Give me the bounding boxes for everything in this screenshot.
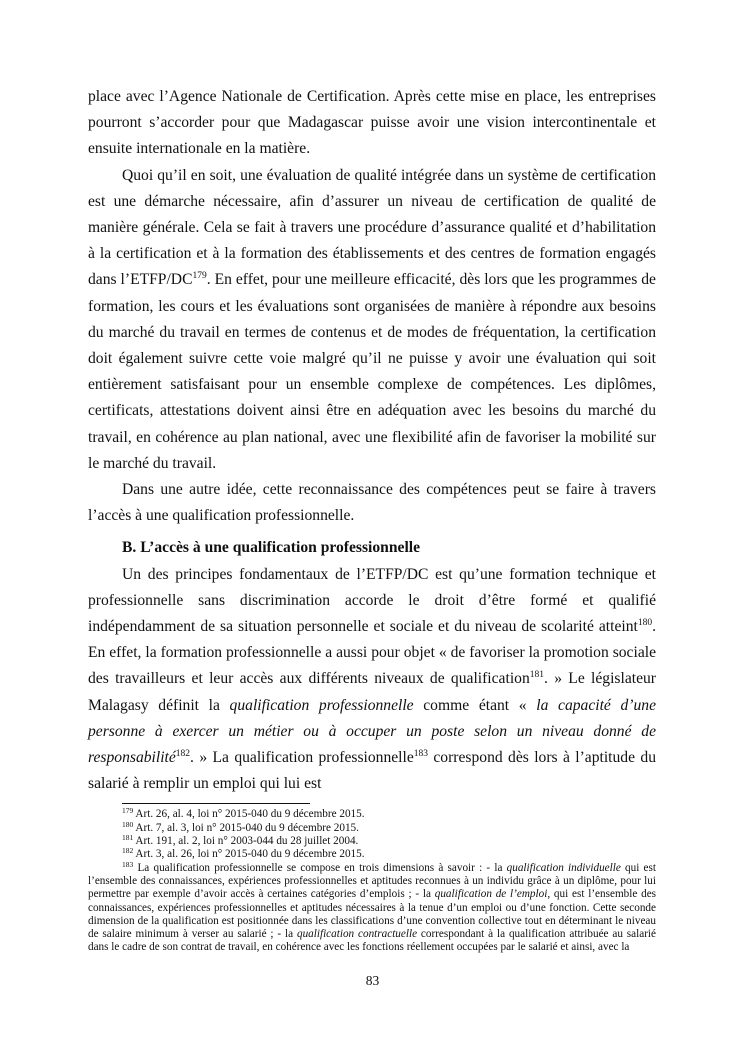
paragraph-4-text-f: correspond dès lors à l’aptitude du salarié à remplir un emploi qui lui est [88, 749, 656, 793]
footnote-183 [88, 859, 657, 955]
footnote-179 [88, 808, 656, 821]
paragraph-4-italic-term: qualification professionnelle [229, 696, 414, 714]
section-heading: B. L’accès à une qualification professionnelle [122, 539, 421, 557]
footnote-italic-term: qualification individuelle [506, 861, 621, 874]
footnote-ref-182[interactable]: 182 [175, 749, 191, 760]
paragraph-4-text-b: . En effet, la formation professionnelle a aussi pour objet « de favoriser la promotion sociale des travailleurs et leur accès aux différents niveaux de qualification [88, 618, 656, 688]
paragraph-1: place avec l’Agence Nationale de Certification. Après cette mise en place, les entreprises pourront s’accorder pour que Madagascar puisse avoir une vision intercontinentale et ensuite internationale en la matière. [88, 88, 656, 158]
paragraph-4-text-d: comme étant « [413, 696, 537, 714]
footnote-text: , qui est l’ensemble des connaissances, expériences professionnelles et aptitudes nécessaires à la tenue d’un emploi ou d’une fonction. Cette seconde dimension de la qualification est positionnée dans les classifications d’une convention collective tout en déterminant le niveau de salaire minimum à verser au salarié ; - la [88, 888, 657, 941]
document-page [88, 84, 656, 955]
footnote-number: 181 [122, 833, 134, 843]
footnote-text: Art. 191, al. 2, loi n° 2003-044 du 28 juillet 2004. [133, 835, 359, 848]
paragraph-4-italic-quote: la capacité d’une personne à exercer un métier ou à occuper un poste selon un niveau donné de responsabilité [88, 696, 656, 767]
footnote-number: 182 [122, 846, 134, 856]
paragraph-4 [88, 562, 656, 798]
footnote-italic-term: qualification de l’emploi [434, 888, 548, 901]
footnote-ref-181[interactable]: 181 [529, 670, 544, 681]
footnote-180 [88, 819, 656, 835]
footnote-text: La qualification professionnelle se compose en trois dimensions à savoir : - la [133, 861, 507, 874]
paragraph-4-text-c: . » Le législateur Malagasy définit la [88, 670, 656, 714]
footnote-ref-183[interactable]: 183 [413, 749, 429, 760]
paragraph-2-part-b: . En effet, pour une meilleure efficacité, dès lors que les programmes de formation, les cours et les évaluations sont organisées de manière à répondre aux besoins du marché du travail en termes de contenus et de modes de fréquentation, la certification doit également suivre cette voie malgré qu’il ne puisse y avoir une évaluation qui soit entièrement satisfaisant pour un ensemble complexe de compétences. Les diplômes, certificats, attestations doivent ainsi être en adéquation avec les besoins du marché du travail, en cohérence au plan national, avec une flexibilité afin de favoriser la mobilité sur le marché du travail. [88, 271, 656, 472]
footnote-italic-term: qualification contractuelle [296, 928, 418, 941]
footnote-ref-179[interactable]: 179 [192, 271, 207, 282]
paragraph-2-part-a: Quoi qu’il en soit, une évaluation de qualité intégrée dans un système de certification est une démarche nécessaire, afin d’assurer un niveau de certification de qualité de manière générale. Cela se fait à travers une procédure d’assurance qualité et d’habilitation à la certification et à la formation des établissements et des centres de formation engagés dans l’ETFP/DC [88, 166, 656, 289]
footnote-182 [88, 848, 656, 861]
footnote-number: 180 [122, 819, 134, 829]
footnote-text: correspondant à la qualification attribuée au salarié dans le cadre de son contrat de travail, en cohérence avec les fonctions réellement occupées par le salarié et ainsi, avec la [88, 928, 657, 954]
paragraph-4-text-a: Un des principes fondamentaux de l’ETFP/DC est qu’une formation technique et professionnelle sans discrimination accorde le droit d’être formé et qualifié indépendamment de sa situation personnelle et sociale et du niveau de scolarité atteint [88, 565, 656, 636]
footnote-number: 183 [122, 859, 134, 869]
footnote-181 [88, 835, 656, 848]
footnote-ref-180[interactable]: 180 [637, 618, 653, 629]
footnote-number: 179 [122, 806, 134, 816]
paragraph-2 [88, 163, 656, 477]
footnote-text: qui est l’ensemble des connaissances, expériences professionnelles et aptitudes reconnues à un individu grâce à un diplôme, pour lui permettre par exemple d’avoir accès à certaines catégories d’emplois ; - la [88, 861, 656, 901]
paragraph-4-text-e: . » La qualification professionnelle [190, 749, 414, 767]
footnote-text: Art. 7, al. 3, loi n° 2015-040 du 9 décembre 2015. [133, 821, 359, 834]
page-number: 83 [365, 973, 380, 988]
paragraph-3: Dans une autre idée, cette reconnaissance des compétences peut se faire à travers l’accès à une qualification professionnelle. [88, 481, 656, 525]
footnote-text: Art. 3, al. 26, loi n° 2015-040 du 9 décembre 2015. [133, 848, 365, 861]
footnote-text: Art. 26, al. 4, loi n° 2015-040 du 9 décembre 2015. [133, 808, 365, 821]
